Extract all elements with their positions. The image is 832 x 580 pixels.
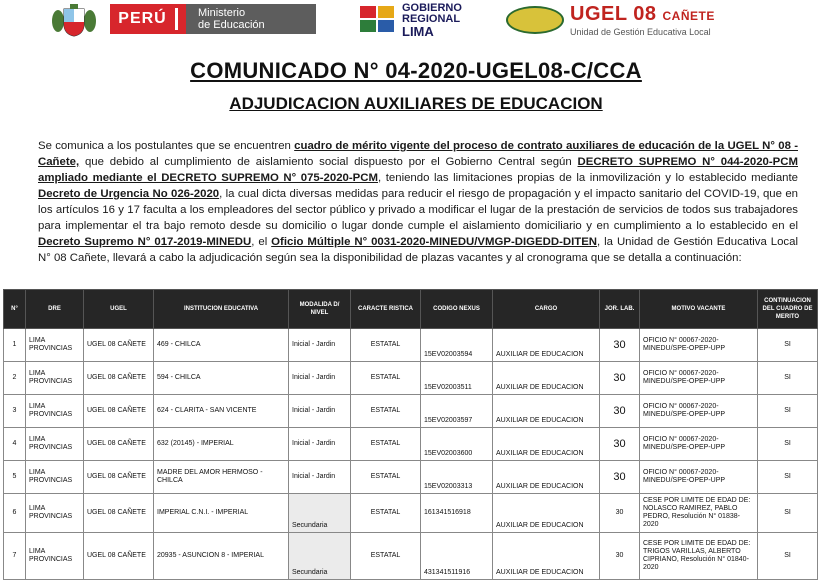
- cell-institucion: 469 - CHILCA: [154, 329, 289, 362]
- cell-nivel: Inicial - Jardin: [289, 329, 351, 362]
- cell-nexus: 15EV02003511: [421, 362, 493, 395]
- cell-ugel: UGEL 08 CAÑETE: [84, 395, 154, 428]
- column-header: MODALIDA D/ NIVEL: [289, 290, 351, 329]
- cell-motivo: CESE POR LIMITE DE EDAD DE: NOLASCO RAMIREZ, PABLO PEDRO, Resolución N° 01838-2020: [640, 494, 758, 533]
- cell-caracteristica: ESTATAL: [351, 329, 421, 362]
- column-header: CONTINUACION DEL CUADRO DE MERITO: [758, 290, 818, 329]
- cell-number: 3: [4, 395, 26, 428]
- cell-jornada: 30: [600, 395, 640, 428]
- cell-motivo: OFICIO N° 00067-2020-MINEDU/SPE-OPEP-UPP: [640, 428, 758, 461]
- cell-nexus: 161341516918: [421, 494, 493, 533]
- cell-ugel: UGEL 08 CAÑETE: [84, 461, 154, 494]
- cell-dre: LIMA PROVINCIAS: [26, 494, 84, 533]
- cell-cargo: AUXILIAR DE EDUCACION: [493, 329, 600, 362]
- cell-cargo: AUXILIAR DE EDUCACION: [493, 362, 600, 395]
- cell-continuacion: SI: [758, 395, 818, 428]
- cell-institucion: 624 - CLARITA - SAN VICENTE: [154, 395, 289, 428]
- cell-jornada: 30: [600, 533, 640, 580]
- minedu-logo: [110, 4, 316, 34]
- cell-nexus: 431341511916: [421, 533, 493, 580]
- column-header: INSTITUCION EDUCATIVA: [154, 290, 289, 329]
- cell-motivo: OFICIO N° 00067-2020-MINEDU/SPE-OPEP-UPP: [640, 395, 758, 428]
- cell-number: 5: [4, 461, 26, 494]
- cell-continuacion: SI: [758, 461, 818, 494]
- cell-nivel: Inicial - Jardin: [289, 461, 351, 494]
- cell-jornada: 30: [600, 494, 640, 533]
- column-header: MOTIVO VACANTE: [640, 290, 758, 329]
- cell-institucion: MADRE DEL AMOR HERMOSO - CHILCA: [154, 461, 289, 494]
- cell-nivel: Secundaria: [289, 494, 351, 533]
- cell-dre: LIMA PROVINCIAS: [26, 362, 84, 395]
- cell-institucion: 594 - CHILCA: [154, 362, 289, 395]
- cell-ugel: UGEL 08 CAÑETE: [84, 428, 154, 461]
- column-header: CARGO: [493, 290, 600, 329]
- cell-ugel: UGEL 08 CAÑETE: [84, 362, 154, 395]
- cell-motivo: OFICIO N° 00067-2020-MINEDU/SPE-OPEP-UPP: [640, 461, 758, 494]
- cell-number: 2: [4, 362, 26, 395]
- cell-number: 6: [4, 494, 26, 533]
- table-row: [4, 533, 818, 580]
- header-logos: [0, 0, 832, 42]
- cell-continuacion: SI: [758, 428, 818, 461]
- page-title: COMUNICADO N° 04-2020-UGEL08-C/CCA: [190, 58, 642, 83]
- cell-cargo: AUXILIAR DE EDUCACION: [493, 461, 600, 494]
- peru-coat-of-arms-icon: [48, 4, 100, 38]
- cell-cargo: AUXILIAR DE EDUCACION: [493, 533, 600, 580]
- cell-ugel: UGEL 08 CAÑETE: [84, 494, 154, 533]
- column-header: CODIGO NEXUS: [421, 290, 493, 329]
- ministerio-label: Ministerio de Educación: [186, 4, 316, 34]
- cell-caracteristica: ESTATAL: [351, 428, 421, 461]
- cell-institucion: 632 (20145) - IMPERIAL: [154, 428, 289, 461]
- gobierno-regional-logo: GOBIERNO REGIONAL LIMA: [360, 4, 462, 36]
- column-header: N°: [4, 290, 26, 329]
- cell-dre: LIMA PROVINCIAS: [26, 428, 84, 461]
- column-header: UGEL: [84, 290, 154, 329]
- cell-institucion: IMPERIAL C.N.I. - IMPERIAL: [154, 494, 289, 533]
- cell-motivo: OFICIO N° 00067-2020-MINEDU/SPE-OPEP-UPP: [640, 362, 758, 395]
- peru-label: PERÚ: [110, 4, 186, 34]
- vacancies-table: [3, 289, 818, 580]
- cell-dre: LIMA PROVINCIAS: [26, 395, 84, 428]
- cell-nivel: Inicial - Jardin: [289, 395, 351, 428]
- column-header: CARACTE RISTICA: [351, 290, 421, 329]
- announcement-paragraph: Se comunica a los postulantes que se encuentren cuadro de mérito vigente del proceso de contrato auxiliares de educación de la UGEL N° 08 - Cañete, que debido al cumplimiento de aislamiento social dispuesto por el Gobierno Central según DECRETO SUPREMO N° 044-2020-PCM ampliado mediante el DECRETO SUPREMO N° 075-2020-PCM, teniendo las limitaciones propias de la inmovilización y lo establecido mediante Decreto de Urgencia No 026-2020, la cual dicta diversas medidas para reducir el riesgo de propagación y el impacto sanitario del COVID-19, que en los artículos 16 y 17 faculta a los empleadores del sector público y privado a modificar el lugar de la prestación de servicios de todos sus trabajadores para implementar el tra bajo remoto desde su domicilio o lugar donde cumple el aislamiento domiciliario y en cumplimiento a lo establecido en el Decreto Supremo N° 017-2019-MINEDU, el Oficio Múltiple N° 0031-2020-MINEDU/VMGP-DIGEDD-DITEN, la Unidad de Gestión Educativa Local N° 08 Cañete, llevará a cabo la adjudicación según sea la disponibilidad de plazas vacantes y al cronograma que se detalla a continuación:: [38, 140, 798, 264]
- ugel-logo: UGEL 08 CAÑETE Unidad de Gestión Educativa Local: [506, 2, 715, 38]
- cell-nexus: 15EV02003313: [421, 461, 493, 494]
- cell-ugel: UGEL 08 CAÑETE: [84, 533, 154, 580]
- cell-cargo: AUXILIAR DE EDUCACION: [493, 494, 600, 533]
- cell-jornada: 30: [600, 461, 640, 494]
- column-header: DRE: [26, 290, 84, 329]
- cell-number: 4: [4, 428, 26, 461]
- cell-number: 1: [4, 329, 26, 362]
- cell-dre: LIMA PROVINCIAS: [26, 329, 84, 362]
- page-subtitle: ADJUDICACION AUXILIARES DE EDUCACION: [229, 94, 603, 113]
- cell-nivel: Inicial - Jardin: [289, 428, 351, 461]
- cell-nexus: 15EV02003594: [421, 329, 493, 362]
- cell-motivo: OFICIO N° 00067-2020-MINEDU/SPE-OPEP-UPP: [640, 329, 758, 362]
- table-row: [4, 362, 818, 395]
- cell-cargo: AUXILIAR DE EDUCACION: [493, 395, 600, 428]
- table-row: [4, 494, 818, 533]
- cell-caracteristica: ESTATAL: [351, 362, 421, 395]
- cell-jornada: 30: [600, 362, 640, 395]
- table-row: [4, 395, 818, 428]
- cell-caracteristica: ESTATAL: [351, 494, 421, 533]
- gobierno-regional-icon: [360, 6, 396, 34]
- cell-nivel: Inicial - Jardin: [289, 362, 351, 395]
- cell-continuacion: SI: [758, 362, 818, 395]
- cell-continuacion: SI: [758, 533, 818, 580]
- cell-continuacion: SI: [758, 329, 818, 362]
- cell-caracteristica: ESTATAL: [351, 395, 421, 428]
- cell-jornada: 30: [600, 428, 640, 461]
- cell-number: 7: [4, 533, 26, 580]
- cell-caracteristica: ESTATAL: [351, 533, 421, 580]
- cell-ugel: UGEL 08 CAÑETE: [84, 329, 154, 362]
- cell-continuacion: SI: [758, 494, 818, 533]
- table-row: [4, 428, 818, 461]
- table-header-row: [4, 290, 818, 329]
- table-row: [4, 461, 818, 494]
- cell-caracteristica: ESTATAL: [351, 461, 421, 494]
- ugel-seal-icon: [506, 6, 564, 34]
- column-header: JOR. LAB.: [600, 290, 640, 329]
- cell-dre: LIMA PROVINCIAS: [26, 533, 84, 580]
- cell-dre: LIMA PROVINCIAS: [26, 461, 84, 494]
- cell-jornada: 30: [600, 329, 640, 362]
- cell-cargo: AUXILIAR DE EDUCACION: [493, 428, 600, 461]
- cell-motivo: CESE POR LIMITE DE EDAD DE: TRIGOS VARILLAS, ALBERTO CIPRIANO, Resolución N° 01840-2020: [640, 533, 758, 580]
- cell-nexus: 15EV02003597: [421, 395, 493, 428]
- cell-nexus: 15EV02003600: [421, 428, 493, 461]
- table-row: [4, 329, 818, 362]
- cell-institucion: 20935 - ASUNCION 8 - IMPERIAL: [154, 533, 289, 580]
- cell-nivel: Secundaria: [289, 533, 351, 580]
